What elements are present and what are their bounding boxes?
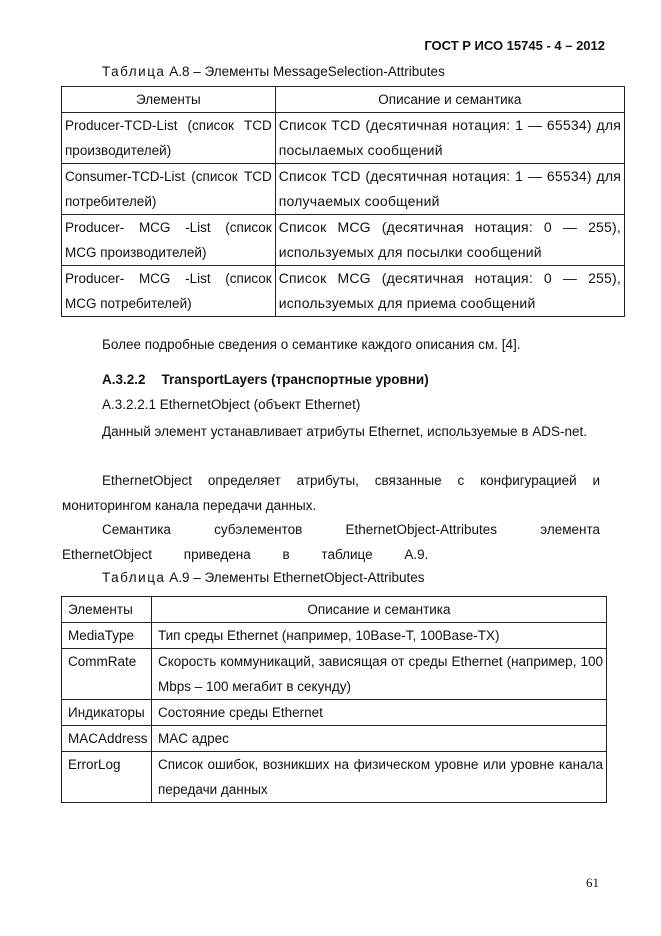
paragraph-table-ref: Семантика субэлементов EthernetObject-Attributes элемента EthernetObject приведена в таблице А.9. [62,522,600,562]
caption-word: Таблица [102,570,166,585]
element-cell: Producer-TCD-List (список TCD производителей) [62,113,276,164]
column-header-elements: Элементы [62,597,152,623]
element-cell: MediaType [62,623,152,649]
table-row [62,700,607,726]
table-row [62,113,625,164]
element-cell: ErrorLog [62,752,152,803]
paragraph-semantics-ref: Более подробные сведения о семантике каждого описания см. [4]. [102,337,521,352]
table-a8 [61,86,625,317]
table-a9 [61,596,607,803]
table-header-row [62,87,625,113]
table-row [62,649,607,700]
element-cell: Producer- MCG -List (список MCG потребителей) [62,266,276,317]
element-cell: Индикаторы [62,700,152,726]
description-cell: Список MCG (десятичная нотация: 0 — 255), используемых для приема сообщений [275,266,624,317]
description-cell: Скорость коммуникаций, зависящая от среды Ethernet (например, 100 Mbps – 100 мегабит в секунду) [151,649,606,700]
column-header-description: Описание и семантика [151,597,606,623]
caption-word: Таблица [102,64,166,79]
page-number: 61 [586,875,599,890]
document-header: ГОСТ Р ИСО 15745 - 4 – 2012 [424,38,605,53]
table-a8-caption [102,64,445,79]
subsection-heading: A.3.2.2.1 EthernetObject (объект Ethernet) [102,397,361,412]
paragraph-ethernet-object: EthernetObject определяет атрибуты, связанные с конфигурацией и мониторингом канала передачи данных. [62,473,600,513]
table-row [62,752,607,803]
element-cell: CommRate [62,649,152,700]
table-row [62,164,625,215]
column-header-description: Описание и семантика [275,87,624,113]
element-cell: Consumer-TCD-List (список TCD потребителей) [62,164,276,215]
table-row [62,623,607,649]
description-cell: Тип среды Ethernet (например, 10Base-T, 100Base-TX) [151,623,606,649]
description-cell: Список TCD (десятичная нотация: 1 — 65534) для посылаемых сообщений [275,113,624,164]
section-heading [102,372,429,387]
table-header-row [62,597,607,623]
section-number: A.3.2.2 [102,372,146,387]
element-cell: MACAddress [62,726,152,752]
table-row [62,215,625,266]
description-cell: Состояние среды Ethernet [151,700,606,726]
table-row [62,266,625,317]
caption-title: А.9 – Элементы EthernetObject-Attributes [165,570,425,585]
section-title: TransportLayers (транспортные уровни) [161,372,429,387]
description-cell: Список TCD (десятичная нотация: 1 — 65534) для получаемых сообщений [275,164,624,215]
description-cell: Список MCG (десятичная нотация: 0 — 255), используемых для посылки сообщений [275,215,624,266]
description-cell: Список ошибок, возникших на физическом уровне или уровне канала передачи данных [151,752,606,803]
column-header-elements: Элементы [62,87,276,113]
table-a9-caption [102,570,425,585]
description-cell: MAC адрес [151,726,606,752]
element-cell: Producer- MCG -List (список MCG производителей) [62,215,276,266]
paragraph-element-purpose: Данный элемент устанавливает атрибуты Ethernet, используемые в ADS-net. [102,424,587,439]
caption-title: А.8 – Элементы MessageSelection-Attributes [165,64,445,79]
table-row [62,726,607,752]
